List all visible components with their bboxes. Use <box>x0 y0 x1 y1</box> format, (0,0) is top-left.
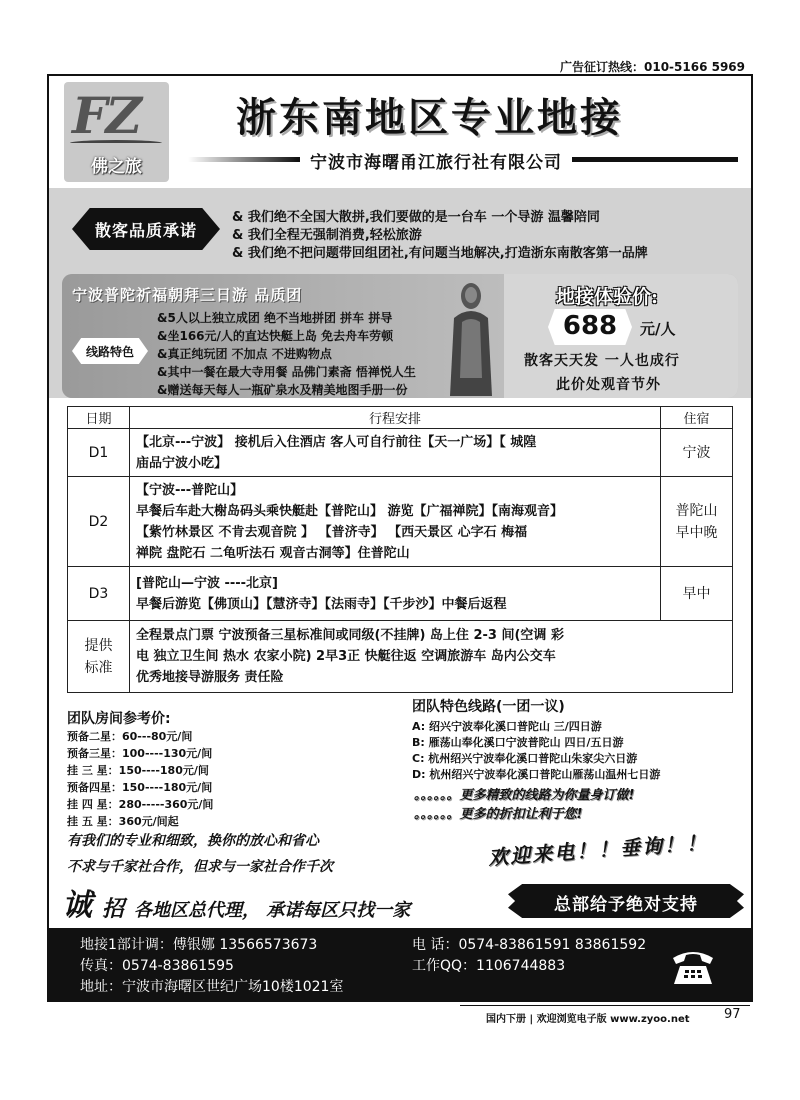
more-routes-note: 。。。。。。更多精致的线路为你量身订做! <box>414 788 635 803</box>
plan-line: 【紫竹林景区 不肯去观音院 】 【普济寺】 【西天景区 心字石 梅福 <box>136 524 528 540</box>
contact-phone: 电 话：0574-83861591 83861592 <box>412 937 647 953</box>
day-cell: D2 <box>68 477 130 567</box>
table-row <box>68 477 733 567</box>
quality-badge-label: 散客品质承诺 <box>94 221 197 240</box>
header-date: 日期 <box>68 407 130 429</box>
plan-cell <box>130 567 661 621</box>
day-cell: D1 <box>68 429 130 477</box>
header-plan: 行程安排 <box>130 407 661 429</box>
team-route-item: D: 杭州绍兴宁波奉化溪口普陀山雁荡山温州七日游 <box>412 768 661 781</box>
itinerary-table <box>67 406 733 693</box>
company-name: 宁波市海曙甬江旅行社有限公司 <box>300 148 572 173</box>
stay-cell <box>661 567 733 621</box>
team-route-item: C: 杭州绍兴宁波奉化溪口普陀山朱家尖六日游 <box>412 752 638 765</box>
table-row <box>68 567 733 621</box>
header-stay: 住宿 <box>661 407 733 429</box>
feature-item: &真正纯玩团 不加点 不进购物点 <box>157 347 332 361</box>
stay-cell <box>661 477 733 567</box>
ad-hotline: 广告征订热线：010-5166 5969 <box>560 60 746 74</box>
recruit-char: 招 <box>102 897 125 922</box>
stay-line: 早中晚 <box>675 524 718 541</box>
contact-address: 地址：宁波市海曙区世纪广场10楼1021室 <box>80 979 344 995</box>
team-route-item: A: 绍兴宁波奉化溪口普陀山 三/四日游 <box>412 720 602 733</box>
room-price-item: 挂 三 星：150----180元/间 <box>67 764 209 777</box>
footer-rule <box>460 1005 750 1006</box>
room-price-item: 挂 四 星：280-----360元/间 <box>67 798 214 811</box>
plan-line: 禅院 盘陀石 二龟听法石 观音古洞等】住普陀山 <box>136 545 410 561</box>
room-price-item: 挂 五 星：360元/间起 <box>67 815 179 828</box>
promise-item: & 我们全程无强制消费,轻松旅游 <box>232 228 422 243</box>
day-cell: D3 <box>68 567 130 621</box>
table-row <box>68 429 733 477</box>
support-text: 总部给予绝对支持 <box>554 895 698 915</box>
plan-cell <box>130 621 733 693</box>
price-note: 散客天天发 一人也成行 <box>524 353 680 369</box>
plan-line: 早餐后车赴大榭岛码头乘快艇赴【普陀山】 游览【广福禅院】【南海观音】 <box>136 503 564 519</box>
price-value: 688 <box>562 311 618 341</box>
guanyin-statue-image <box>436 278 506 398</box>
feature-item: &坐166元/人的直达快艇上岛 免去舟车劳顿 <box>157 329 394 343</box>
stay-line: 普陀山 <box>675 502 718 519</box>
page-title: 浙东南地区专业地接 <box>236 95 623 141</box>
room-price-item: 预备四星：150----180元/间 <box>67 781 213 794</box>
team-routes-title: 团队特色线路(一团一议) <box>412 699 565 715</box>
plan-line: 电 独立卫生间 热水 农家小院) 2早3正 快艇往返 空调旅游车 岛内公交车 <box>136 649 556 664</box>
logo-mark: FZ <box>72 86 140 145</box>
slogan: 不求与千家社合作，但求与一家社合作千次 <box>67 859 333 875</box>
stay-cell <box>661 429 733 477</box>
feature-item: &赠送每天每人一瓶矿泉水及精美地图手册一份 <box>157 383 408 397</box>
quality-badge <box>72 208 220 250</box>
plan-line: 早餐后游览【佛顶山】【慧济寺】【法雨寺】【千步沙】中餐后返程 <box>136 596 507 612</box>
stay-line: 宁波 <box>682 444 711 461</box>
welcome-call-text: 欢迎来电！！垂询！！ <box>487 830 709 870</box>
room-price-item: 预备二星：60---80元/间 <box>67 730 193 743</box>
plan-line: 优秀地接导游服务 责任险 <box>136 670 284 685</box>
slogan: 有我们的专业和细致，换你的放心和省心 <box>67 833 319 849</box>
plan-cell <box>130 477 661 567</box>
room-price-item: 预备三星：100----130元/间 <box>67 747 213 760</box>
route-badge <box>72 338 148 364</box>
logo-swoosh <box>70 140 162 146</box>
footer-text: 国内下册 | 欢迎浏览电子版 www.zyoo.net <box>486 1014 690 1025</box>
day-cell: 提供 标准 <box>68 621 130 693</box>
telephone-icon <box>670 946 716 986</box>
price-label: 地接体验价: <box>556 286 659 308</box>
contact-qq: 工作QQ：1106744883 <box>412 958 566 974</box>
plan-line: [普陀山—宁波 ----北京] <box>136 575 278 591</box>
recruit-char: 诚 <box>62 888 92 923</box>
price-note: 此价处观音节外 <box>556 377 661 393</box>
feature-item: &其中一餐在最大寺用餐 品佛门素斋 悟禅悦人生 <box>157 365 416 379</box>
page-number: 97 <box>724 1007 741 1022</box>
promise-item: & 我们绝不把问题带回组团社,有问题当地解决,打造浙东南散客第一品牌 <box>232 246 648 261</box>
table-header-row <box>68 407 733 429</box>
team-route-item: B: 雁荡山奉化溪口宁波普陀山 四日/五日游 <box>412 736 624 749</box>
logo-text: 佛之旅 <box>91 157 142 177</box>
feature-item: &5人以上独立成团 绝不当地拼团 拼车 拼导 <box>157 311 393 325</box>
plan-cell <box>130 429 661 477</box>
plan-line: 全程景点门票 宁波预备三星标准间或同级(不挂牌) 岛上住 2-3 间(空调 彩 <box>136 628 564 643</box>
plan-line: 【宁波---普陀山】 <box>136 482 244 498</box>
contact-fax: 传真：0574-83861595 <box>80 958 234 974</box>
promise-item: & 我们绝不全国大散拼,我们要做的是一台车 一个导游 温馨陪同 <box>232 210 600 225</box>
room-price-title: 团队房间参考价: <box>67 711 171 727</box>
contact-person: 地接1部计调：傅银娜 13566573673 <box>80 937 318 953</box>
logo <box>64 82 169 182</box>
tour-title: 宁波普陀祈福朝拜三日游 品质团 <box>72 286 303 304</box>
plan-line: 庙品宁波小吃】 <box>136 455 228 471</box>
price-unit: 元/人 <box>640 320 676 338</box>
table-row <box>68 621 733 693</box>
stay-line: 早中 <box>682 585 711 602</box>
recruit-text: 各地区总代理， 承诺每区只找一家 <box>134 900 411 921</box>
route-badge-label: 线路特色 <box>85 345 134 359</box>
discount-note: 。。。。。。更多的折扣让利于您! <box>414 807 583 822</box>
plan-line: 【北京---宁波】 接机后入住酒店 客人可自行前往【天一广场】【 城隍 <box>136 434 537 450</box>
